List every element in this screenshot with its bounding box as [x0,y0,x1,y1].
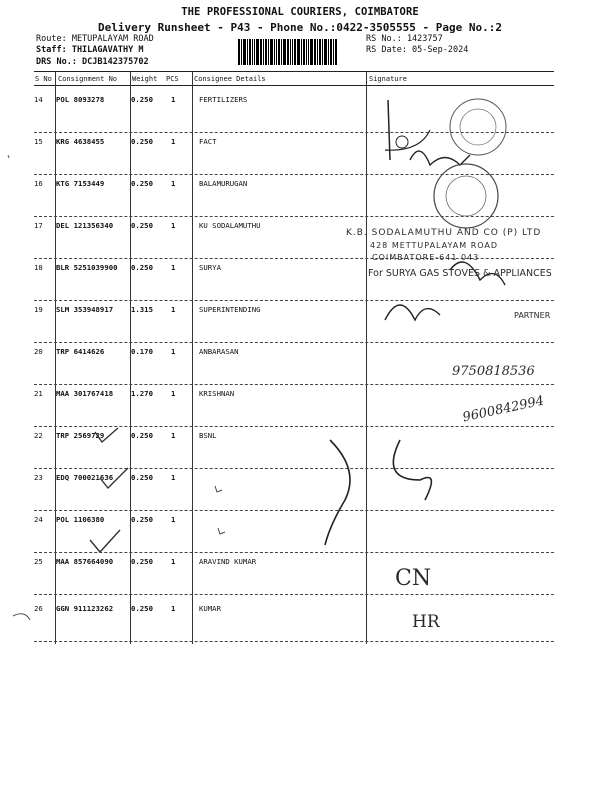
table-row [34,92,564,134]
route-label: Route: METUPALAYAM ROAD [36,34,154,44]
table-row [34,260,564,302]
cell-weight: 0.250 [131,95,153,104]
cell-consignment: GGN 911123262 [56,604,114,613]
cell-sno: 17 [34,221,43,230]
cell-pcs: 1 [171,389,176,398]
cell-pcs: 1 [171,347,176,356]
cell-weight: 1.315 [131,305,153,314]
header-rule-bottom [34,85,554,86]
company-stamp-line3: COIMBATORE-641 043 [372,253,480,262]
cell-consignee: ANBARASAN [199,347,239,356]
cell-sno: 21 [34,389,43,398]
table-row [34,554,564,596]
cell-weight: 0.250 [131,221,153,230]
cell-sno: 26 [34,604,43,613]
table-row [34,218,564,260]
cell-consignment: BLR 5251039900 [56,263,118,272]
cell-consignee: FACT [199,137,217,146]
cell-weight: 0.250 [131,473,153,482]
cell-consignment: KRG 4638455 [56,137,105,146]
handwritten-phone-1: 9750818536 [452,364,535,379]
row-divider [34,594,554,596]
col-header-pcs: PCS [166,75,179,83]
table-row [34,134,564,176]
table-row [34,428,564,470]
cell-pcs: 1 [171,179,176,188]
cell-consignee: KUMAR [199,604,221,613]
company-stamp-line2: 428 METTUPALAYAM ROAD [370,241,499,250]
cell-weight: 0.250 [131,431,153,440]
handwritten-initials-hr: HR [412,612,440,632]
cell-weight: 0.170 [131,347,153,356]
company-stamp-line1: K.B. SODALAMUTHU AND CO (P) LTD [346,228,542,238]
cell-consignment: SLM 353948917 [56,305,114,314]
cell-sno: 20 [34,347,43,356]
cell-consignment: EDQ 700021636 [56,473,114,482]
cell-consignment: MAA 857664090 [56,557,114,566]
col-header-consignment: Consignment No [58,75,118,83]
cell-pcs: 1 [171,604,176,613]
table-row [34,512,564,554]
cell-consignee: BALAMURUGAN [199,179,248,188]
cell-weight: 1.270 [131,389,153,398]
cell-sno: 18 [34,263,43,272]
cell-sno: 24 [34,515,43,524]
cell-consignee: FERTILIZERS [199,95,248,104]
cell-consignment: MAA 301767418 [56,389,114,398]
cell-sno: 23 [34,473,43,482]
cell-pcs: 1 [171,557,176,566]
cell-consignment: TRP 6414626 [56,347,105,356]
table-row [34,176,564,218]
drs-number: DRS No.: DCJB142375702 [36,57,149,67]
cell-pcs: 1 [171,305,176,314]
cell-pcs: 1 [171,473,176,482]
cell-weight: 0.250 [131,137,153,146]
cell-pcs: 1 [171,221,176,230]
cell-consignee: KU SODALAMUTHU [199,221,261,230]
cell-pcs: 1 [171,95,176,104]
cell-sno: 25 [34,557,43,566]
cell-consignment: KTG 7153449 [56,179,105,188]
cell-consignee: KRISHNAN [199,389,235,398]
row-divider [34,641,554,643]
cell-sno: 16 [34,179,43,188]
cell-pcs: 1 [171,137,176,146]
cell-weight: 0.250 [131,515,153,524]
cell-sno: 14 [34,95,43,104]
cell-consignee: ARAVIND KUMAR [199,557,257,566]
cell-pcs: 1 [171,515,176,524]
surya-stamp: For SURYA GAS STOVES & APPLIANCES [368,268,552,279]
cell-weight: 0.250 [131,557,153,566]
cell-weight: 0.250 [131,604,153,613]
header-rule-top [34,71,554,72]
cell-consignment: DEL 121356340 [56,221,114,230]
col-header-weight: Weight [132,75,158,83]
cell-consignment: POL 8093278 [56,95,105,104]
cell-consignment: TRP 2569729 [56,431,105,440]
barcode [238,39,353,65]
col-header-signature: Signature [369,75,407,83]
handwritten-phone-2: 9600842994 [461,393,546,426]
handwritten-initials-cn: CN [395,566,432,591]
cell-weight: 0.250 [131,263,153,272]
runsheet-title: Delivery Runsheet - P43 - Phone No.:0422-3505555 - Page No.:2 [98,21,502,34]
cell-consignee: BSNL [199,431,217,440]
cell-pcs: 1 [171,431,176,440]
staff-label: Staff: THILAGAVATHY M [36,45,144,55]
table-row [34,302,564,344]
cell-sno: 19 [34,305,43,314]
cell-weight: 0.250 [131,179,153,188]
col-header-sno: S No [35,75,52,83]
cell-consignment: POL 1106380 [56,515,105,524]
table-row [34,470,564,512]
rs-number: RS No.: 1423757 [366,34,443,44]
rs-date: RS Date: 05-Sep-2024 [366,45,469,55]
cell-pcs: 1 [171,263,176,272]
table-row [34,601,564,643]
cell-consignee: SUPERINTENDING [199,305,261,314]
cell-sno: 22 [34,431,43,440]
company-title: THE PROFESSIONAL COURIERS, COIMBATORE [181,6,419,18]
col-header-consignee: Consignee Details [194,75,266,83]
cell-sno: 15 [34,137,43,146]
cell-consignee: SURYA [199,263,221,272]
partner-stamp: PARTNER [514,311,551,320]
